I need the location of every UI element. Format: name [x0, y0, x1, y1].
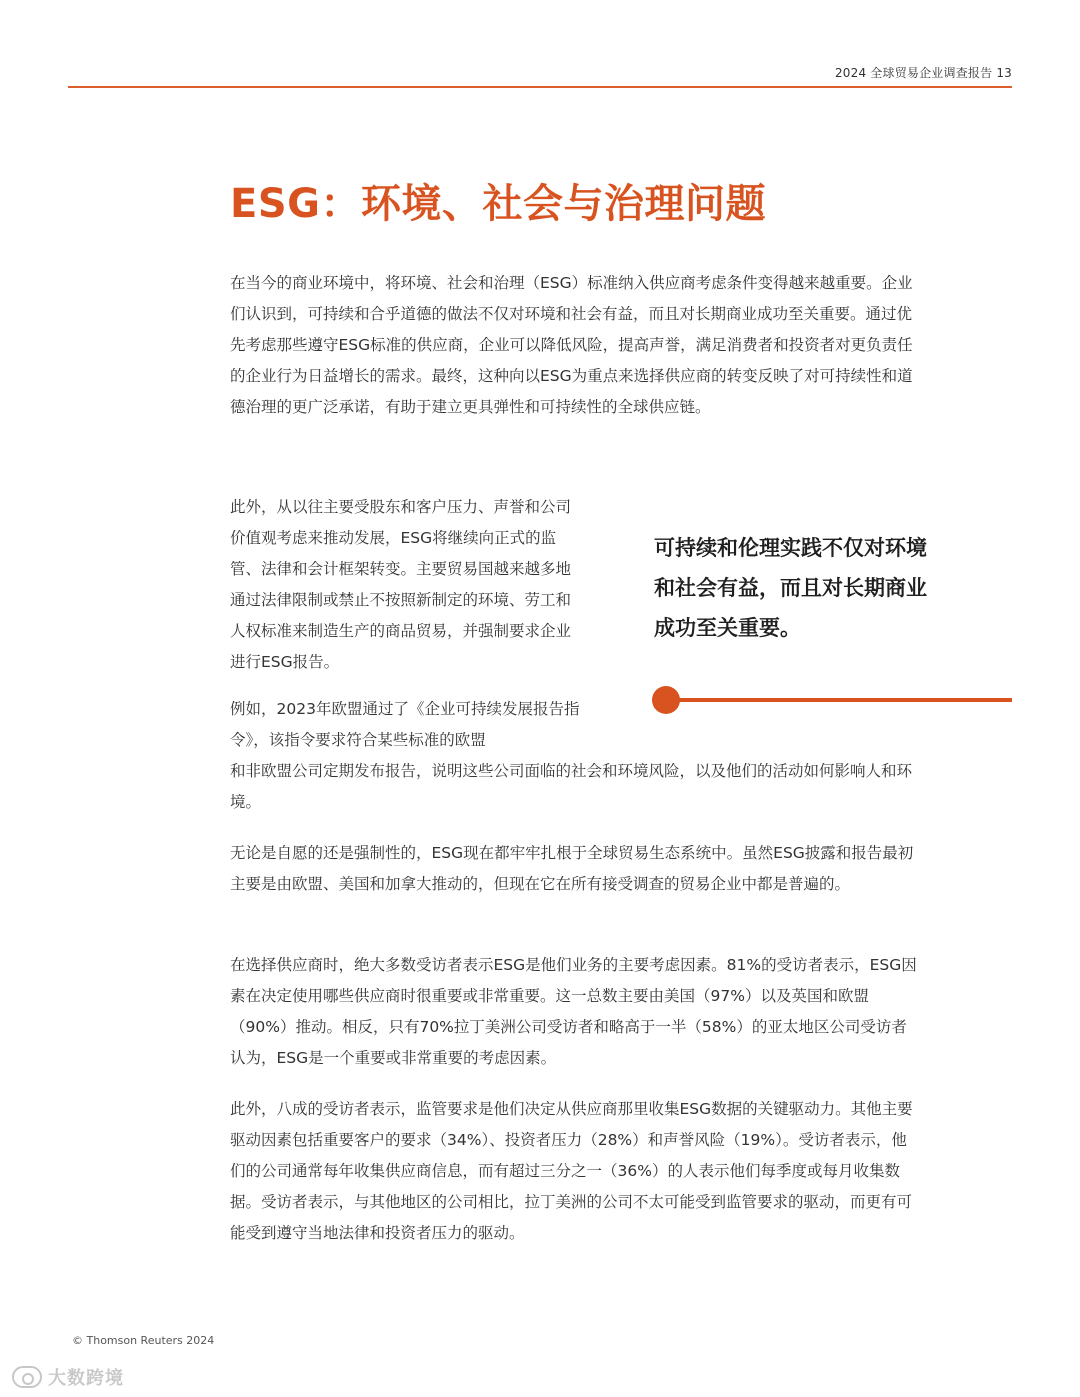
watermark-text: 大数跨境 [48, 1368, 124, 1389]
eu-directive-paragraph-continued: 和非欧盟公司定期发布报告，说明这些公司面临的社会和环境风险，以及他们的活动如何影响人和环境。 [230, 762, 913, 811]
regulation-paragraph: 此外，从以往主要受股东和客户压力、声誉和公司价值观考虑来推动发展，ESG将继续向正式的监管、法律和会计框架转变。主要贸易国越来越多地通过法律限制或禁止不按照新制定的环境、劳工和人权标准来制造生产的商品贸易，并强制要求企业进行ESG报告。 [230, 498, 572, 671]
intro-paragraph: 在当今的商业环境中，将环境、社会和治理（ESG）标准纳入供应商考虑条件变得越来越重要。企业们认识到，可持续和合乎道德的做法不仅对环境和社会有益，而且对长期商业成功至关重要。通过优先考虑那些遵守ESG标准的供应商，企业可以降低风险，提高声誉，满足消费者和投资者对更负责任的企业行为日益增长的需求。最终，这种向以ESG为重点来选择供应商的转变反映了对可持续性和道德治理的更广泛承诺，有助于建立更具弹性和可持续性的全球供应链。 [230, 274, 913, 416]
pull-quote-dot [652, 686, 680, 714]
watermark [12, 1362, 124, 1392]
pull-quote: 可持续和伦理实践不仅对环境和社会有益，而且对长期商业成功至关重要。 [654, 536, 927, 640]
running-header: 2024 全球贸易企业调查报告 13 [834, 66, 1012, 80]
supplier-selection-paragraph: 在选择供应商时，绝大多数受访者表示ESG是他们业务的主要考虑因素。81%的受访者表示，ESG因素在决定使用哪些供应商时很重要或非常重要。这一总数主要由美国（97%）以及英国和欧盟（90%）推动。相反，只有70%拉丁美洲公司受访者和略高于一半（58%）的亚太地区公司受访者认为，ESG是一个重要或非常重要的考虑因素。 [230, 956, 917, 1067]
page-title: ESG：环境、社会与治理问题 [230, 181, 766, 227]
pull-quote-rule [670, 698, 1012, 702]
watermark-logo-icon [12, 1366, 42, 1388]
copyright-footer: © Thomson Reuters 2024 [72, 1334, 215, 1347]
eu-directive-paragraph: 例如，2023年欧盟通过了《企业可持续发展报告指令》，该指令要求符合某些标准的欧盟 [230, 700, 580, 749]
drivers-paragraph: 此外，八成的受访者表示，监管要求是他们决定从供应商那里收集ESG数据的关键驱动力。其他主要驱动因素包括重要客户的要求（34%）、投资者压力（28%）和声誉风险（19%）。受访者表示，他们的公司通常每年收集供应商信息，而有超过三分之一（36%）的人表示他们每季度或每月收集数据。受访者表示，与其他地区的公司相比，拉丁美洲的公司不太可能受到监管要求的驱动，而更有可能受到遵守当地法律和投资者压力的驱动。 [230, 1100, 913, 1242]
header-rule [68, 86, 1012, 88]
ecosystem-paragraph: 无论是自愿的还是强制性的，ESG现在都牢牢扎根于全球贸易生态系统中。虽然ESG披露和报告最初主要是由欧盟、美国和加拿大推动的，但现在它在所有接受调查的贸易企业中都是普遍的。 [230, 844, 914, 893]
